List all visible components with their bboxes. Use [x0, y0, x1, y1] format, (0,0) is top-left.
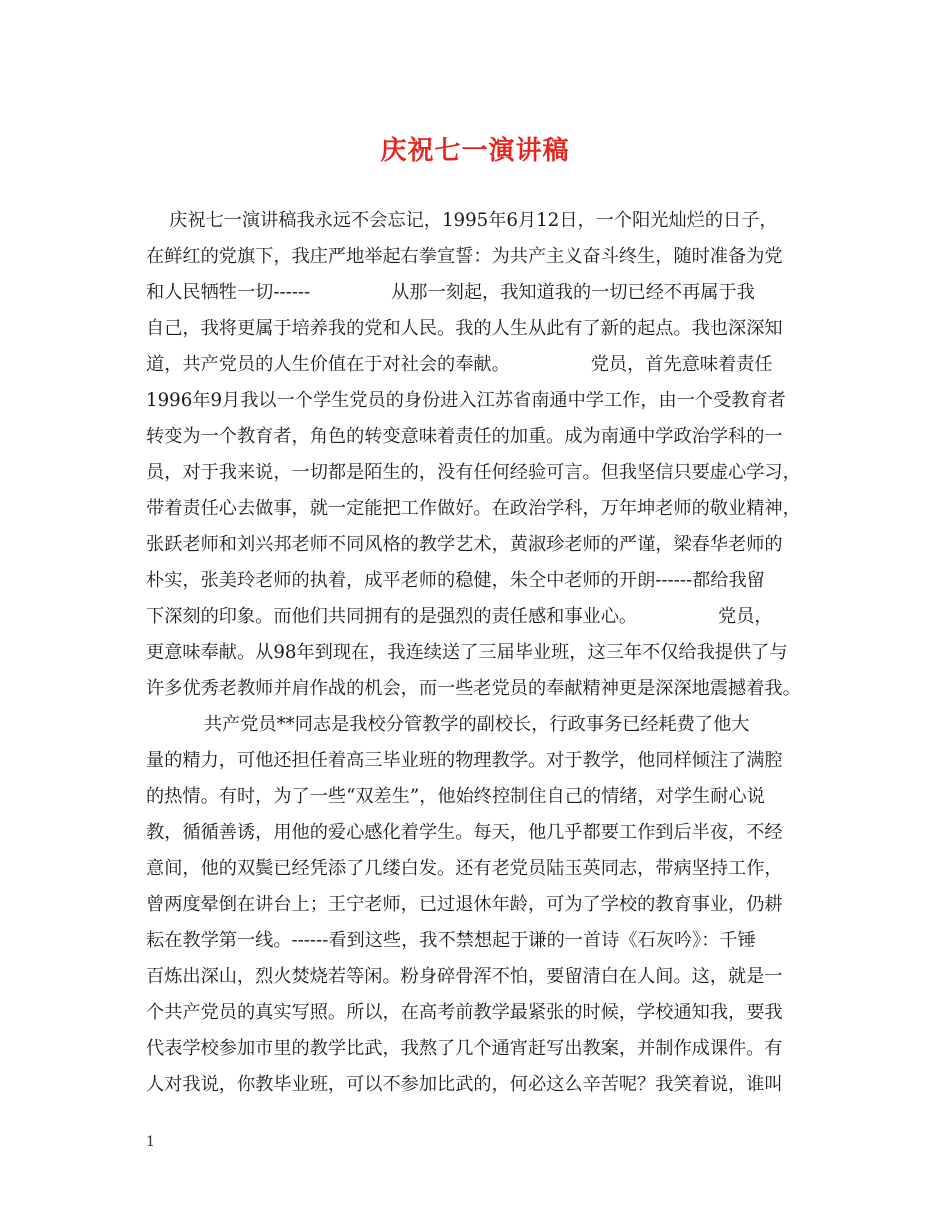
- text-line: 自己，我将更属于培养我的党和人民。我的人生从此有了新的起点。我也深深知: [146, 318, 783, 339]
- page-title: 庆祝七一演讲稿: [380, 136, 570, 166]
- text-line: 1996年9月我以一个学生党员的身份进入江苏省南通中学工作，由一个受教育者: [146, 390, 786, 411]
- text-line: 百炼出深山，烈火焚烧若等闲。粉身碎骨浑不怕，要留清白在人间。这，就是一: [146, 966, 783, 987]
- document-body: [146, 203, 818, 1103]
- text-line: 共产党员**同志是我校分管教学的副校长，行政事务已经耗费了他大: [146, 714, 750, 735]
- text-line: 庆祝七一演讲稿我永远不会忘记，1995年6月12日，一个阳光灿烂的日子，: [146, 210, 778, 231]
- text-line: 代表学校参加市里的教学比武，我熬了几个通宵赶写出教案，并制作成课件。有: [146, 1038, 783, 1059]
- text-line: 的热情。有时，为了一些“双差生”，他始终控制住自己的情绪，对学生耐心说: [146, 786, 765, 807]
- text-line: 和人民牺牲一切------ 从那一刻起，我知道我的一切已经不再属于我: [146, 282, 755, 303]
- text-line: 更意味奉献。从98年到现在，我连续送了三届毕业班，这三年不仅给我提供了与: [146, 642, 788, 663]
- text-line: 带着责任心去做事，就一定能把工作做好。在政治学科，万年坤老师的敬业精神，: [146, 498, 801, 519]
- text-line: 道，共产党员的人生价值在于对社会的奉献。 党员，首先意味着责任: [146, 354, 773, 375]
- text-line: 曾两度晕倒在讲台上；王宁老师，已过退休年龄，可为了学校的教育事业，仍耕: [146, 894, 783, 915]
- text-line: 人对我说，你教毕业班，可以不参加比武的，何必这么辛苦呢？我笑着说，谁叫: [146, 1074, 783, 1095]
- text-line: 耘在教学第一线。------看到这些，我不禁想起于谦的一首诗《石灰吟》：千锤: [146, 930, 756, 951]
- text-line: 朴实，张美玲老师的执着，成平老师的稳健，朱仝中老师的开朗------都给我留: [146, 570, 765, 591]
- text-line: 下深刻的印象。而他们共同拥有的是强烈的责任感和事业心。 党员，: [146, 606, 773, 627]
- text-line: 员，对于我来说，一切都是陌生的，没有任何经验可言。但我坚信只要虚心学习，: [146, 462, 801, 483]
- text-line: 张跃老师和刘兴邦老师不同风格的教学艺术，黄淑珍老师的严谨，梁春华老师的: [146, 534, 783, 555]
- text-line: 转变为一个教育者，角色的转变意味着责任的加重。成为南通中学政治学科的一: [146, 426, 783, 447]
- text-line: 个共产党员的真实写照。所以，在高考前教学最紧张的时候，学校通知我，要我: [146, 1002, 783, 1023]
- text-line: 教，循循善诱，用他的爱心感化着学生。每天，他几乎都要工作到后半夜，不经: [146, 822, 783, 843]
- text-line: 量的精力，可他还担任着高三毕业班的物理教学。对于教学，他同样倾注了满腔: [146, 750, 783, 771]
- text-line: 在鲜红的党旗下，我庄严地举起右拳宣誓：为共产主义奋斗终生，随时准备为党: [146, 246, 783, 267]
- text-line: 意间，他的双鬓已经凭添了几缕白发。还有老党员陆玉英同志，带病坚持工作，: [146, 858, 783, 879]
- page-number: 1: [146, 1134, 155, 1150]
- text-line: 许多优秀老教师并肩作战的机会，而一些老党员的奉献精神更是深深地震撼着我。: [146, 678, 801, 699]
